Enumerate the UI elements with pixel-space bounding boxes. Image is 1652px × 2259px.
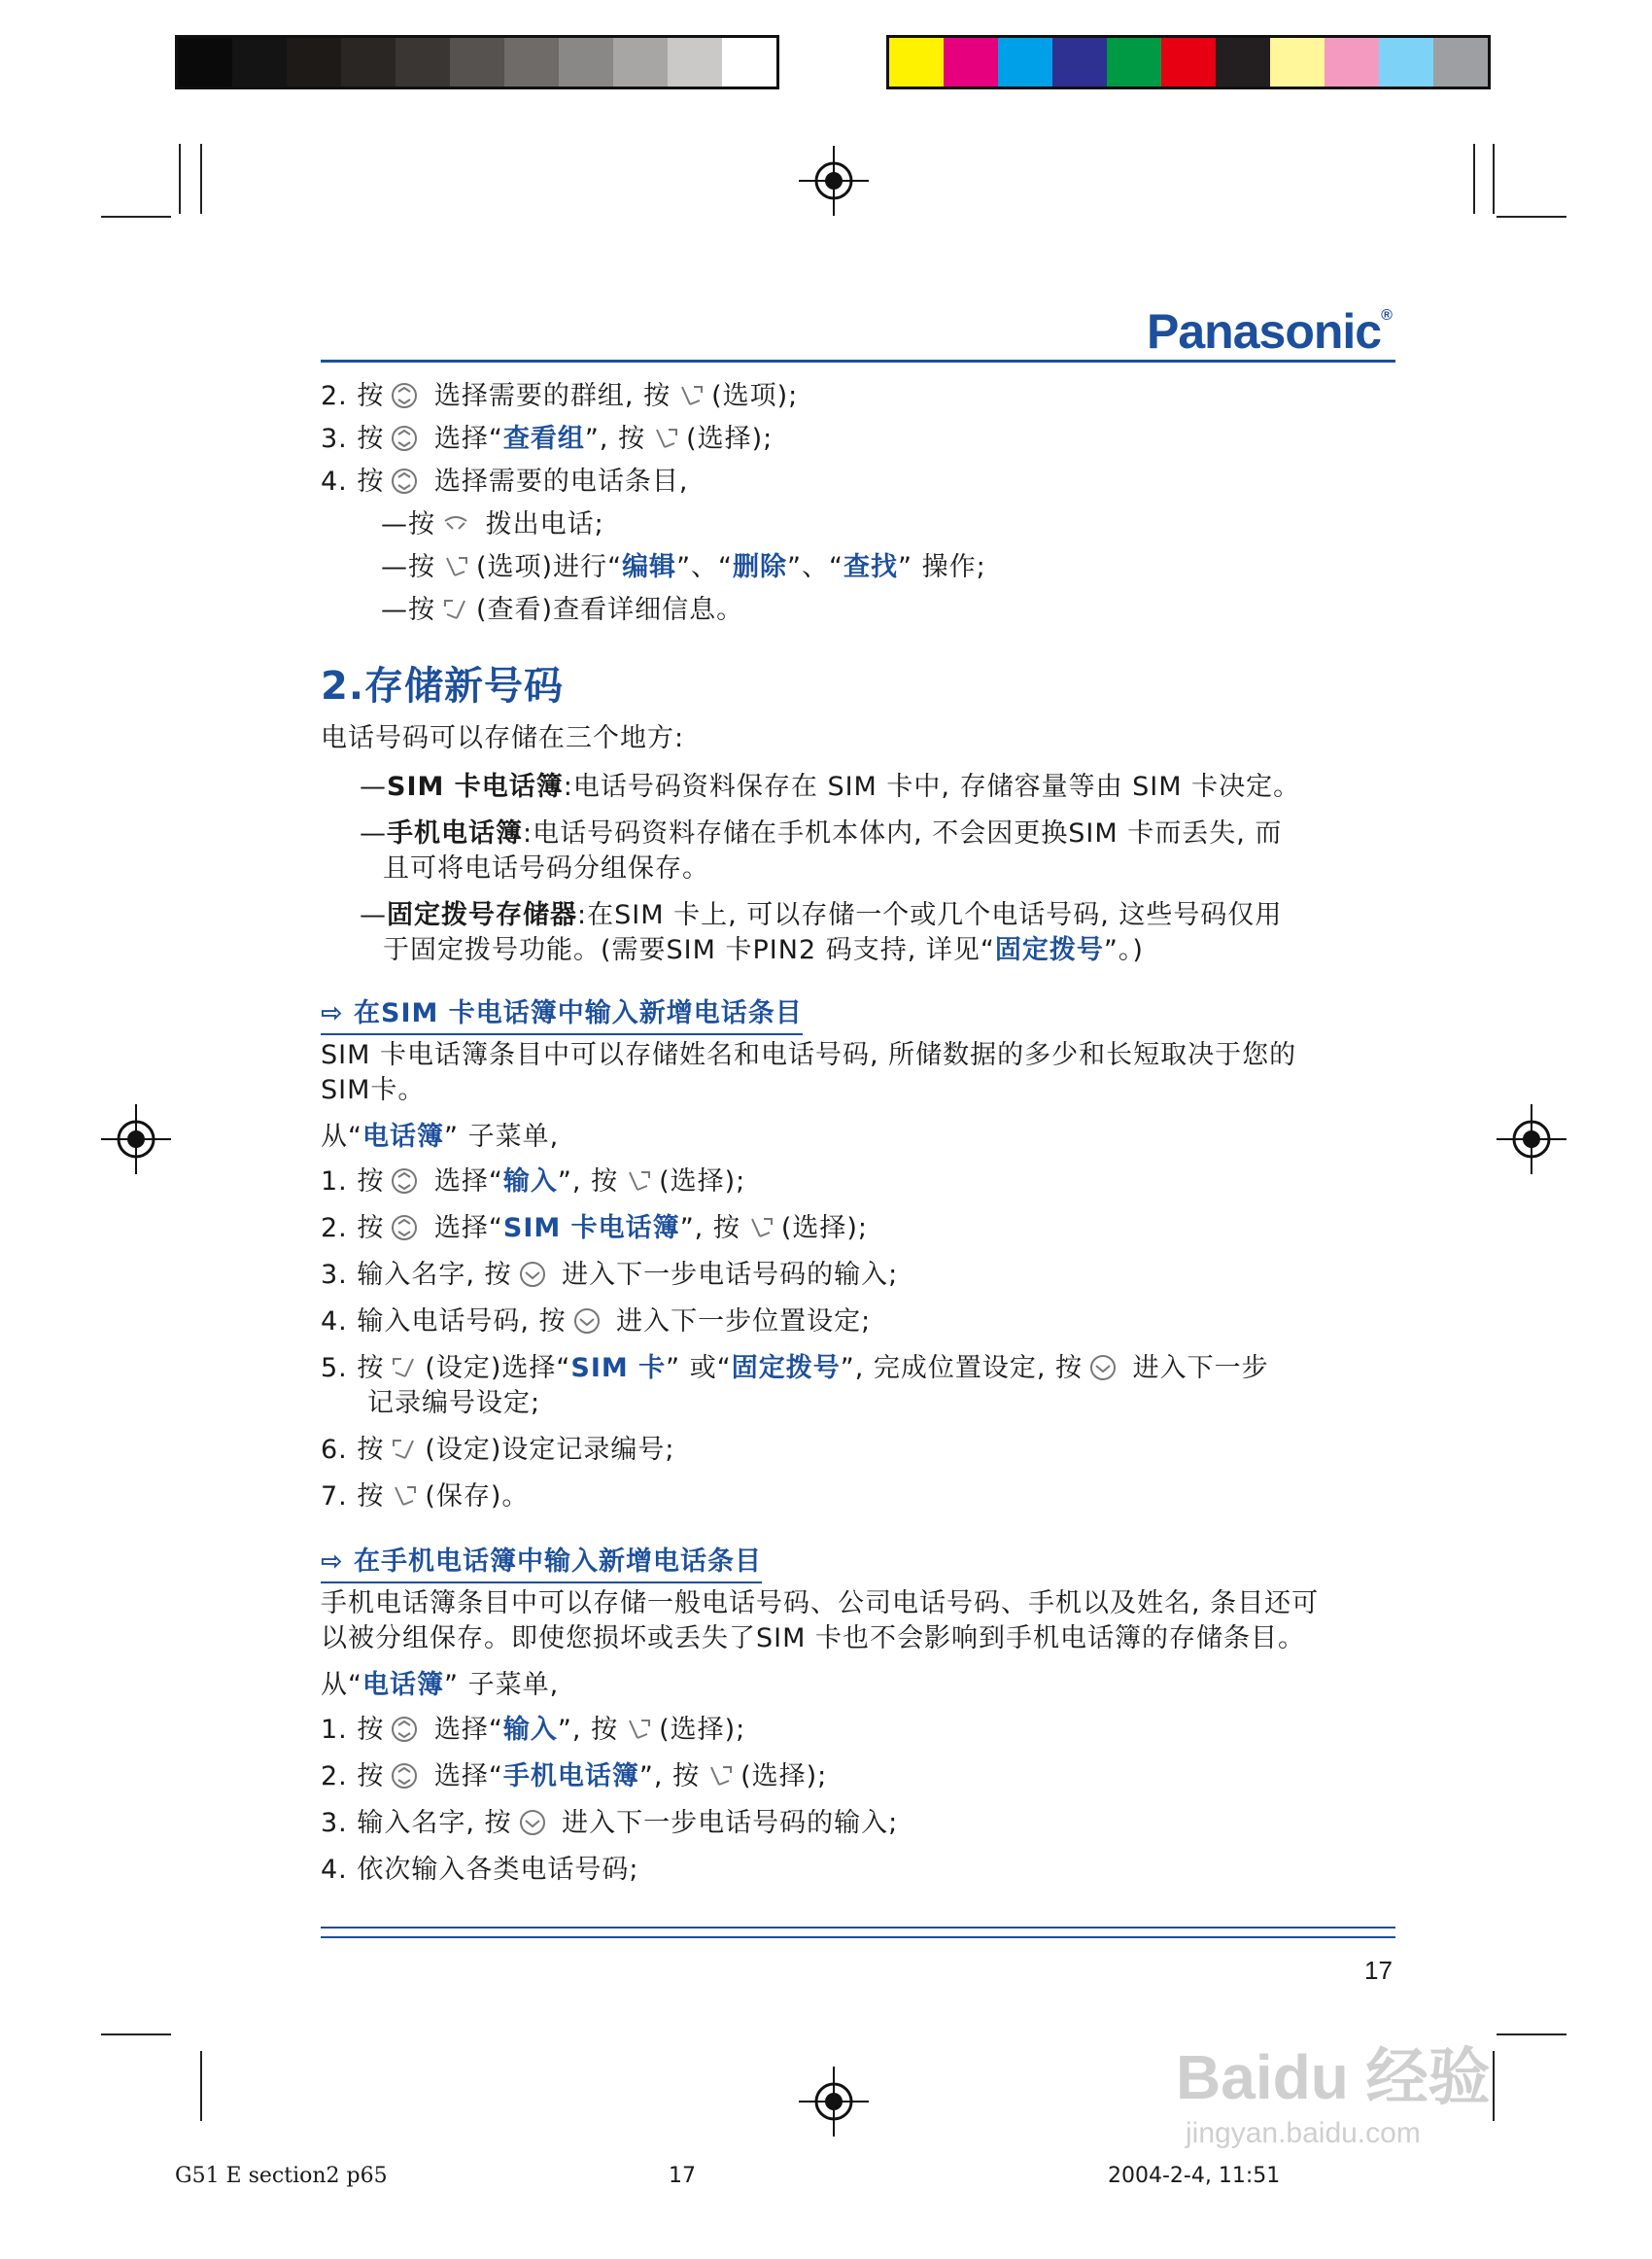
nav-key-icon <box>390 1166 419 1196</box>
step-line: 7. 按 (保存)。 <box>321 1481 530 1512</box>
color-swatch <box>1052 38 1107 87</box>
gray-swatch <box>722 38 776 87</box>
step-line: 1. 按 选择“输入”, 按 (选择); <box>321 1715 746 1745</box>
footer-page: 17 <box>669 2164 696 2188</box>
from-menu-line: 从“电话簿” 子菜单, <box>321 1122 560 1152</box>
step-line: 3. 输入名字, 按 进入下一步电话号码的输入; <box>321 1260 899 1290</box>
crop-mark <box>1497 2033 1566 2035</box>
step-line: 2. 按 选择需要的群组, 按 (选项); <box>321 381 799 411</box>
soft-key-right-icon <box>441 552 470 581</box>
color-swatch <box>1270 38 1325 87</box>
watermark: Baidu 经验 jingyan.baidu.com <box>1176 2042 1491 2149</box>
nav-key-icon <box>390 381 419 410</box>
footer-rule <box>321 1936 1395 1938</box>
subsection-title-sim: ⇨ 在SIM 卡电话簿中输入新增电话条目 <box>321 991 803 1035</box>
registration-mark-icon <box>1497 1104 1566 1174</box>
gray-swatch <box>396 38 450 87</box>
call-key-icon <box>441 509 470 539</box>
intro-text: 电话号码可以存储在三个地方: <box>321 723 685 753</box>
step-line: 3. 按 选择“查看组”, 按 (选择); <box>321 424 774 454</box>
color-swatch <box>1379 38 1433 87</box>
nav-down-key-icon <box>1088 1353 1118 1382</box>
color-swatch <box>944 38 998 87</box>
footer-file: G51 E section2 p65 <box>175 2164 388 2188</box>
crop-mark <box>179 144 181 214</box>
step-line: 2. 按 选择“手机电话簿”, 按 (选择); <box>321 1761 828 1791</box>
soft-key-right-icon <box>706 1761 735 1790</box>
soft-key-right-icon <box>624 1166 653 1196</box>
soft-key-right-icon <box>676 381 706 410</box>
storage-item: —固定拨号存储器:在SIM 卡上, 可以存储一个或几个电话号码, 这些号码仅用 <box>360 900 1283 930</box>
nav-down-key-icon <box>572 1306 602 1336</box>
soft-key-right-icon <box>624 1715 653 1744</box>
crop-mark <box>101 2033 171 2035</box>
nav-key-icon <box>390 467 419 496</box>
color-swatch <box>998 38 1052 87</box>
page-number: 17 <box>1364 1956 1393 1985</box>
color-calibration-bar <box>886 35 1491 89</box>
brand-logo: Panasonic® <box>1147 304 1392 359</box>
gray-swatch <box>613 38 668 87</box>
step-subline: —按 (选项)进行“编辑”、“删除”、“查找” 操作; <box>381 552 986 582</box>
paragraph: SIM 卡电话簿条目中可以存储姓名和电话号码, 所储数据的多少和长短取决于您的 <box>321 1040 1297 1070</box>
gray-swatch <box>232 38 287 87</box>
step-line: 4. 按 选择需要的电话条目, <box>321 467 689 497</box>
subsection-title-phone: ⇨ 在手机电话簿中输入新增电话条目 <box>321 1540 762 1583</box>
gray-swatch <box>178 38 232 87</box>
nav-down-key-icon <box>518 1808 547 1837</box>
gray-swatch <box>287 38 341 87</box>
crop-mark <box>200 2051 202 2121</box>
step-line: 1. 按 选择“输入”, 按 (选择); <box>321 1166 746 1197</box>
step-line-cont: 记录编号设定; <box>367 1388 541 1418</box>
nav-key-icon <box>390 424 419 453</box>
header-rule <box>321 360 1395 363</box>
step-line: 4. 输入电话号码, 按 进入下一步位置设定; <box>321 1306 872 1337</box>
step-line: 6. 按 (设定)设定记录编号; <box>321 1435 675 1465</box>
crop-mark <box>1473 144 1475 214</box>
storage-item-cont: 且可将电话号码分组保存。 <box>383 853 709 884</box>
step-line: 3. 输入名字, 按 进入下一步电话号码的输入; <box>321 1808 899 1838</box>
from-menu-line: 从“电话簿” 子菜单, <box>321 1670 560 1700</box>
gray-swatch <box>341 38 396 87</box>
crop-mark <box>1493 144 1495 214</box>
soft-key-right-icon <box>746 1213 775 1242</box>
color-swatch <box>1107 38 1161 87</box>
nav-down-key-icon <box>518 1260 547 1289</box>
storage-item-cont: 于固定拨号功能。(需要SIM 卡PIN2 码支持, 详见“固定拨号”。) <box>383 935 1144 965</box>
soft-key-right-icon <box>651 424 680 453</box>
paragraph: 手机电话簿条目中可以存储一般电话号码、公司电话号码、手机以及姓名, 条目还可 <box>321 1588 1320 1618</box>
color-swatch <box>1161 38 1216 87</box>
footer-rule <box>321 1927 1395 1929</box>
registration-mark-icon <box>799 146 869 216</box>
step-subline: —按 拨出电话; <box>381 509 604 539</box>
step-line: 5. 按 (设定)选择“SIM 卡” 或“固定拨号”, 完成位置设定, 按 进入下一步 <box>321 1353 1269 1383</box>
color-swatch <box>1433 38 1488 87</box>
gray-swatch <box>450 38 504 87</box>
section-title: 2.存储新号码 <box>321 664 565 709</box>
paragraph: SIM卡。 <box>321 1075 426 1105</box>
soft-key-right-icon <box>390 1481 419 1511</box>
crop-mark <box>200 144 202 214</box>
step-subline: —按 (查看)查看详细信息。 <box>381 595 744 625</box>
crop-mark <box>101 216 171 218</box>
footer-date: 2004-2-4, 11:51 <box>1108 2164 1281 2188</box>
crop-mark <box>1497 216 1566 218</box>
paragraph: 以被分组保存。即使您损坏或丢失了SIM 卡也不会影响到手机电话簿的存储条目。 <box>321 1623 1305 1653</box>
color-swatch <box>889 38 944 87</box>
gray-swatch <box>504 38 559 87</box>
color-swatch <box>1325 38 1379 87</box>
nav-key-icon <box>390 1715 419 1744</box>
registration-mark-icon <box>799 2067 869 2137</box>
step-line: 4. 依次输入各类电话号码; <box>321 1855 639 1885</box>
color-swatch <box>1216 38 1270 87</box>
soft-key-left-icon <box>441 595 470 624</box>
storage-item: —手机电话簿:电话号码资料存储在手机本体内, 不会因更换SIM 卡而丢失, 而 <box>360 818 1283 849</box>
gray-swatch <box>668 38 722 87</box>
soft-key-left-icon <box>390 1435 419 1464</box>
registration-mark-icon <box>101 1104 171 1174</box>
grayscale-calibration-bar <box>175 35 779 89</box>
nav-key-icon <box>390 1213 419 1242</box>
storage-item: —SIM 卡电话簿:电话号码资料保存在 SIM 卡中, 存储容量等由 SIM 卡决定。 <box>360 772 1301 802</box>
step-line: 2. 按 选择“SIM 卡电话簿”, 按 (选择); <box>321 1213 869 1243</box>
soft-key-left-icon <box>390 1353 419 1382</box>
nav-key-icon <box>390 1761 419 1790</box>
crop-mark <box>1493 2051 1495 2121</box>
gray-swatch <box>559 38 613 87</box>
